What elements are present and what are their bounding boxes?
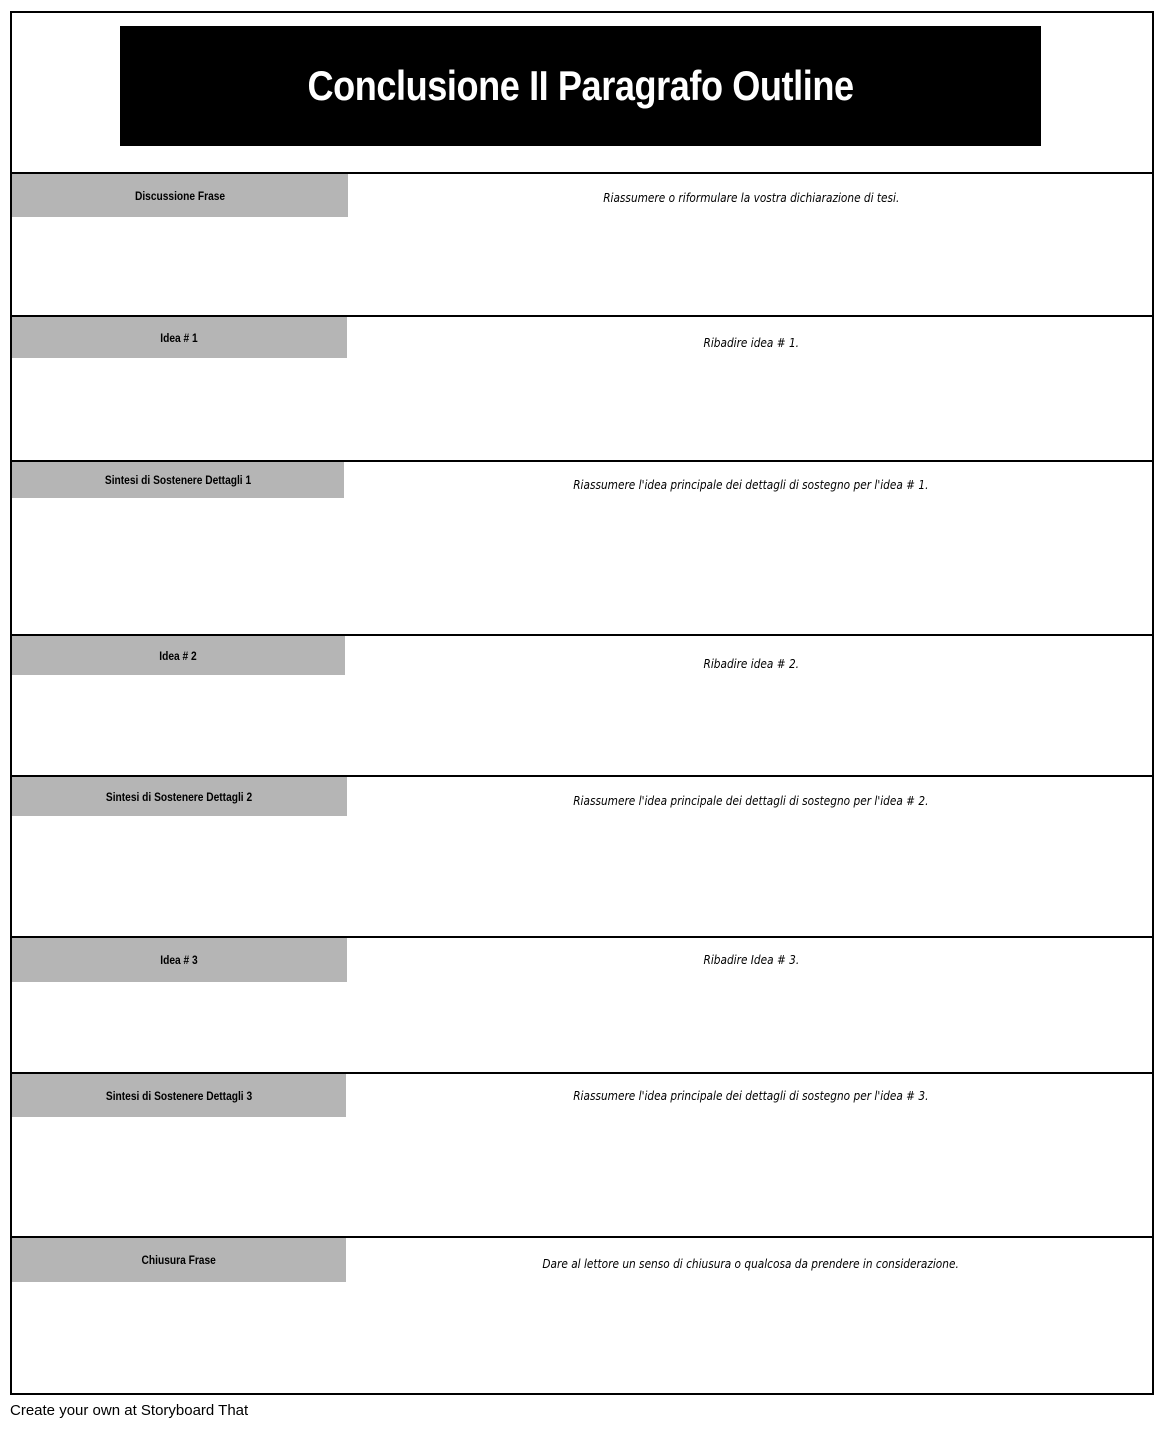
- row-label-box: [12, 1238, 346, 1282]
- row-label: Sintesi di Sostenere Dettagli 2: [106, 789, 253, 804]
- row-label-box: [12, 174, 348, 217]
- row-label: Discussione Frase: [134, 188, 226, 203]
- outline-row-chiusura: [10, 1236, 1152, 1393]
- row-label: Sintesi di Sostenere Dettagli 3: [105, 1088, 253, 1103]
- row-prompt: [350, 191, 1152, 205]
- row-label-box: [12, 317, 347, 358]
- row-prompt: [350, 657, 1152, 671]
- outline-row-idea-2: [10, 634, 1152, 777]
- footer-credit[interactable]: Create your own at Storyboard That: [10, 1402, 249, 1419]
- row-label: Idea # 1: [160, 330, 199, 345]
- title-banner: [120, 26, 1041, 146]
- row-prompt-text: Riassumere l'idea principale dei dettagli di sostegno per l'idea # 1.: [573, 478, 929, 492]
- row-label: Idea # 2: [159, 648, 198, 663]
- row-label: Chiusura Frase: [141, 1253, 217, 1267]
- row-prompt-text: Dare al lettore un senso di chiusura o qualcosa da prendere in considerazione.: [542, 1257, 960, 1271]
- outline-row-discussione: [10, 172, 1152, 317]
- outline-row-sintesi-2: [10, 775, 1152, 938]
- row-prompt: [350, 336, 1152, 350]
- outline-row-idea-3: [10, 936, 1152, 1074]
- row-label: Idea # 3: [160, 953, 199, 967]
- row-label-box: [12, 462, 344, 498]
- row-prompt: [350, 1089, 1152, 1103]
- row-prompt: [350, 794, 1152, 808]
- page-title: Conclusione II Paragrafo Outline: [307, 62, 854, 109]
- row-prompt: [350, 953, 1152, 967]
- outline-row-sintesi-1: [10, 460, 1152, 636]
- row-prompt-text: Riassumere o riformulare la vostra dichiarazione di tesi.: [602, 191, 900, 205]
- row-prompt-text: Ribadire Idea # 3.: [703, 953, 799, 967]
- row-prompt-text: Riassumere l'idea principale dei dettagli di sostegno per l'idea # 2.: [573, 794, 929, 808]
- row-prompt-text: Ribadire idea # 1.: [703, 336, 799, 350]
- row-label-box: [12, 938, 347, 982]
- row-prompt: [350, 1257, 1152, 1271]
- outline-row-sintesi-3: [10, 1072, 1152, 1238]
- row-prompt-text: Ribadire idea # 2.: [703, 657, 799, 671]
- row-prompt: [350, 478, 1152, 492]
- row-label-box: [12, 636, 345, 675]
- row-label: Sintesi di Sostenere Dettagli 1: [104, 473, 252, 487]
- row-prompt-text: Riassumere l'idea principale dei dettagli di sostegno per l'idea # 3.: [573, 1089, 929, 1103]
- row-label-box: [12, 1074, 346, 1117]
- outline-row-idea-1: [10, 315, 1152, 462]
- row-label-box: [12, 777, 347, 816]
